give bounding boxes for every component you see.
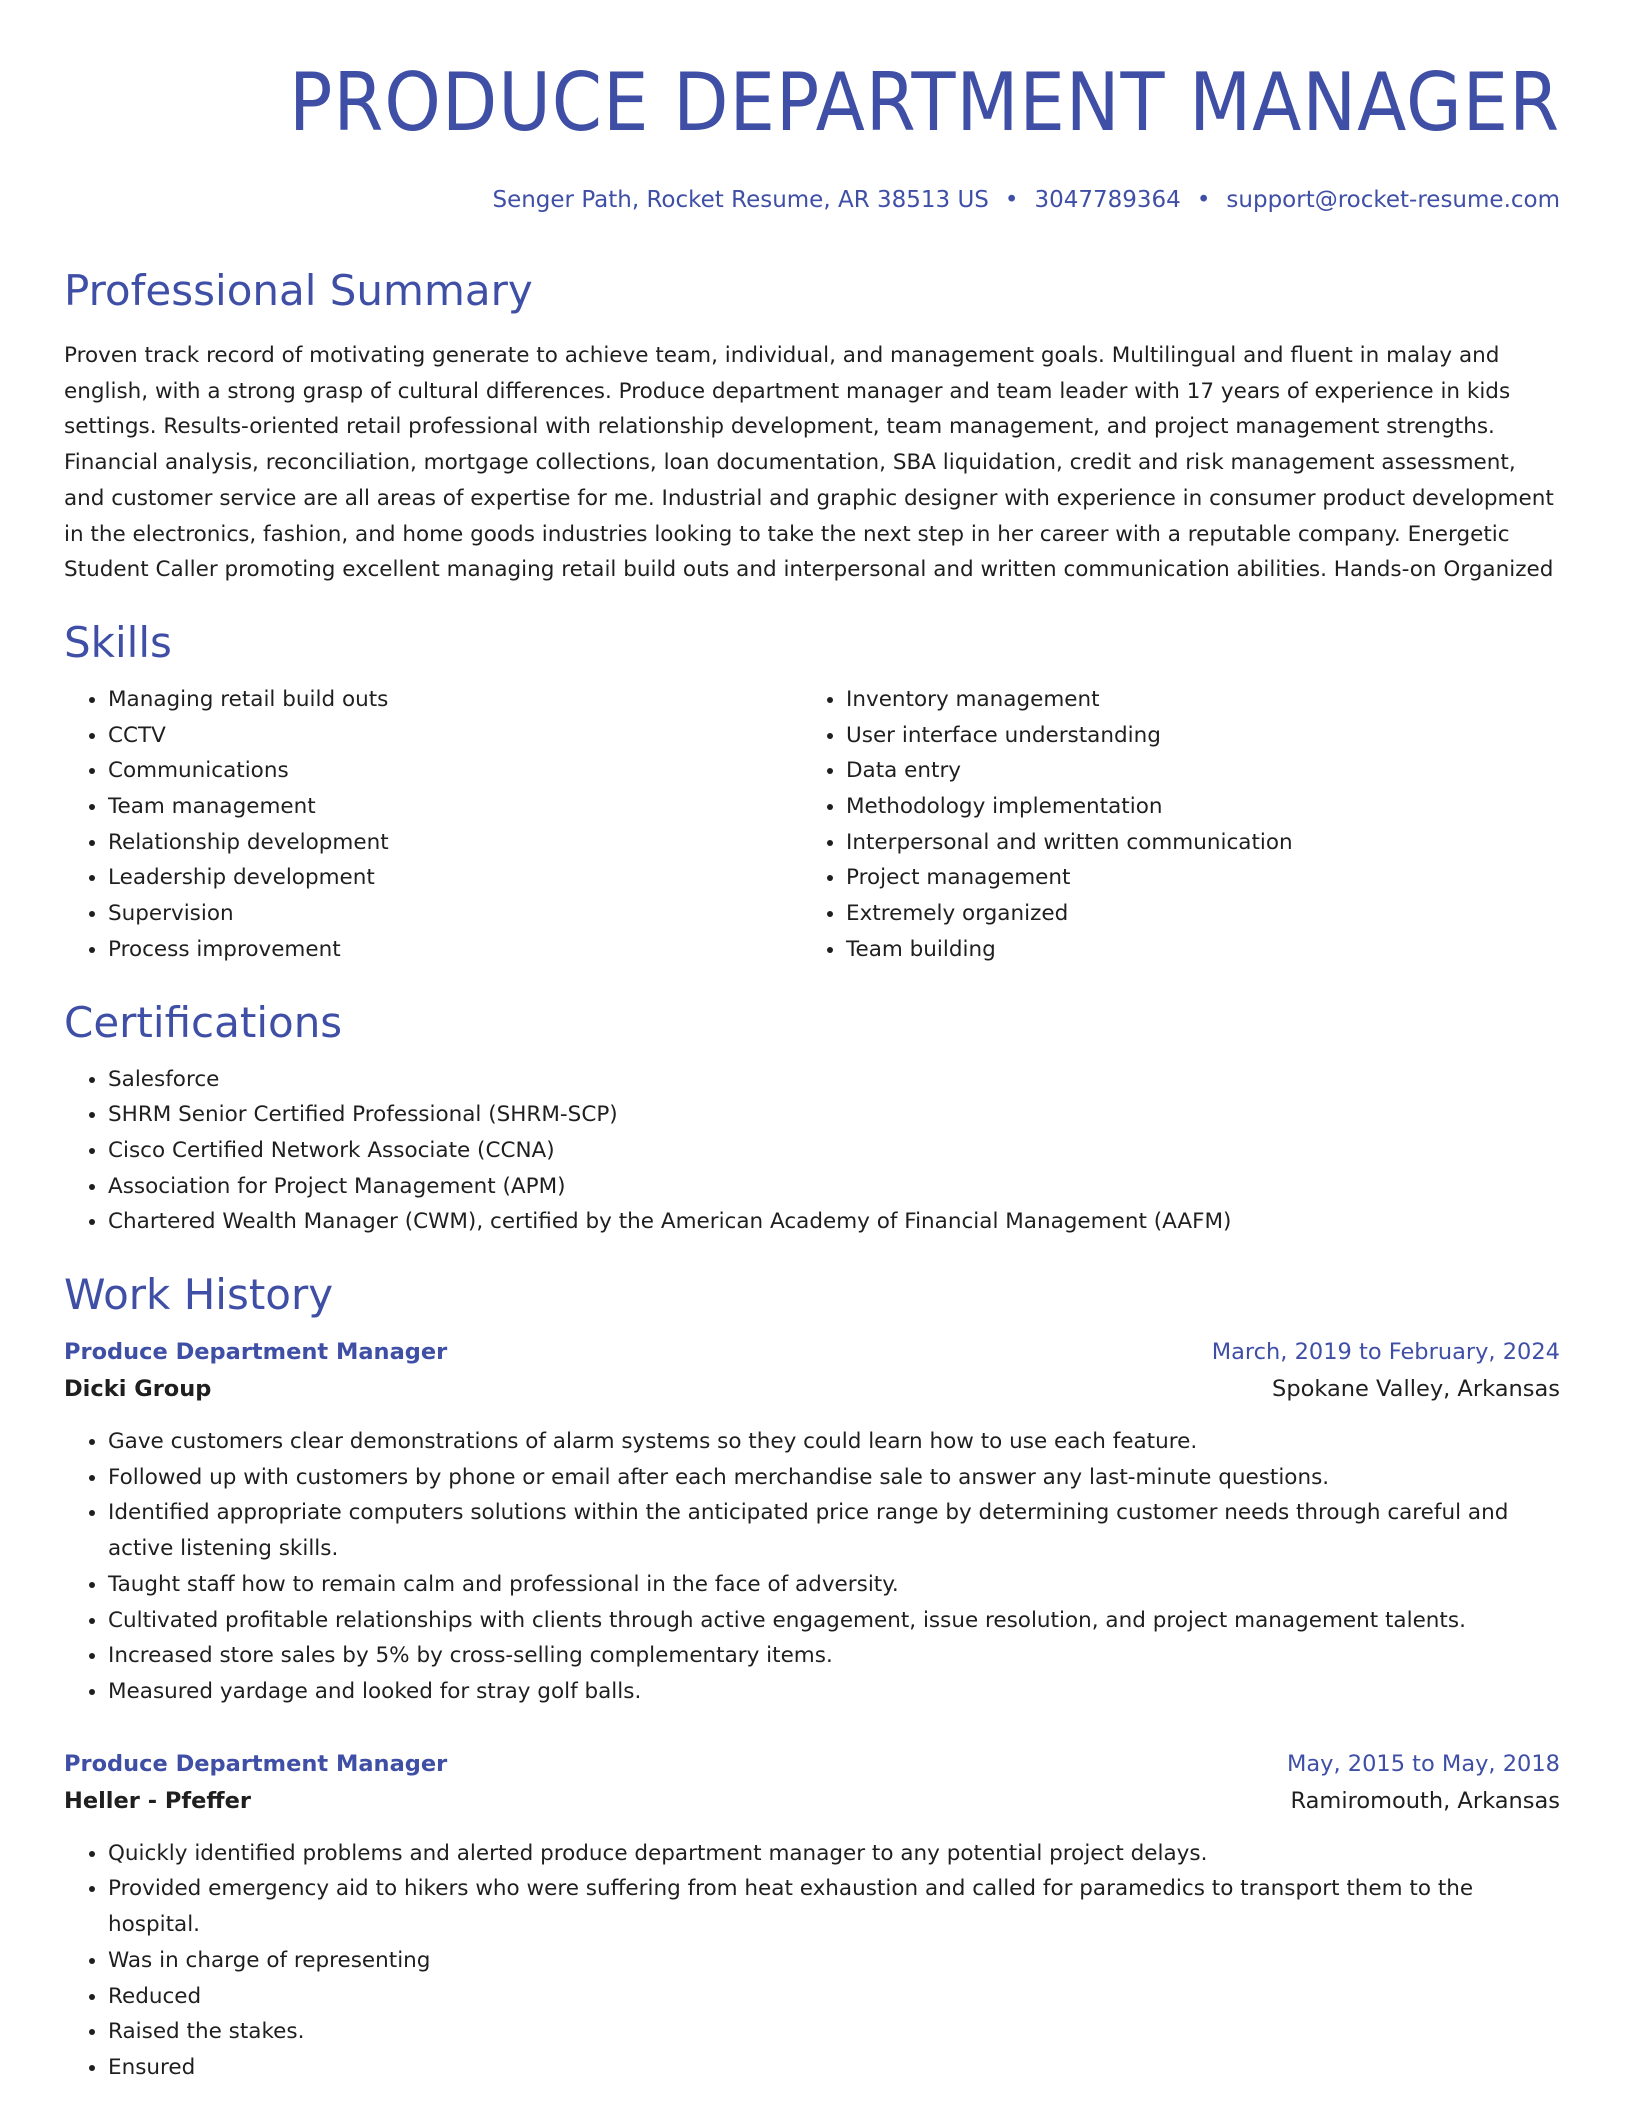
contact-phone: 3047789364 [1034,187,1181,213]
contact-address: Senger Path, Rocket Resume, AR 38513 US [492,187,989,213]
skill-item: • Project management [846,860,1540,896]
contact-email[interactable]: support@rocket-resume.com [1226,187,1560,213]
job-title: Produce Department Manager [64,1339,448,1366]
job-entry [64,1746,1560,2086]
job-title: Produce Department Manager [64,1750,448,1777]
certification-item: • Salesforce [108,1062,1560,1098]
contact-line [64,186,1560,214]
job-bullet: • Quickly identified problems and alerted produce department manager to any potential project delays. [108,1836,1560,1872]
job-bullet: • Ensured [108,2050,1560,2086]
job-bullet: • Taught staff how to remain calm and professional in the face of adversity. [108,1567,1560,1603]
skill-item: • Managing retail build outs [108,682,802,718]
certifications-list [64,1062,1560,1241]
skills-column-left [64,682,802,968]
job-bullet: • Followed up with customers by phone or email after each merchandise sale to answer any last-minute questions. [108,1460,1560,1496]
job-entry [64,1334,1560,1710]
skill-item: • User interface understanding [846,718,1540,754]
skill-item: • Team management [108,789,802,825]
certifications-heading: Certifications [64,997,343,1047]
job-company-row [64,1782,1560,1820]
skill-item: • CCTV [108,718,802,754]
skill-item: • Team building [846,932,1540,968]
job-bullet: • Provided emergency aid to hikers who were suffering from heat exhaustion and called for paramedics to transport them to the hospital. [108,1871,1560,1942]
job-company: Dicki Group [64,1376,212,1403]
skill-item: • Leadership development [108,860,802,896]
job-dates: March, 2019 to February, 2024 [1211,1339,1560,1366]
job-location: Ramiromouth, Arkansas [1290,1787,1560,1814]
job-company-row [64,1370,1560,1408]
job-responsibilities [64,1424,1560,1710]
summary-heading: Professional Summary [64,266,533,315]
certification-item: • SHRM Senior Certified Professional (SHRM-SCP) [108,1097,1560,1133]
job-bullet: • Cultivated profitable relationships with clients through active engagement, issue resolution, and project management talents. [108,1603,1560,1639]
contact-separator: • [1004,187,1019,213]
job-bullet: • Gave customers clear demonstrations of alarm systems so they could learn how to use each feature. [108,1424,1560,1460]
job-dates: May, 2015 to May, 2018 [1286,1750,1560,1777]
resume-content [64,0,1560,2086]
skill-item: • Supervision [108,896,802,932]
certification-item: • Cisco Certified Network Associate (CCNA) [108,1133,1560,1169]
summary-text: Proven track record of motivating generate to achieve team, individual, and management goals. Multilingual and fluent in malay and english, with a strong grasp of cultural differences. Produce department manager and team leader with 17 years of experience in kids settings. Results-oriented retail professional with relationship development, team management, and project management strengths. Financial analysis, reconciliation, mortgage collections, loan documentation, SBA liquidation, credit and risk management assessment, and customer service are all areas of expertise for me. Industrial and graphic designer with experience in consumer product development in the electronics, fashion, and home goods industries looking to take the next step in her career with a reputable company. Energetic Student Caller promoting excellent managing retail build outs and interpersonal and written communication abilities. Hands-on Organized [64,343,1554,583]
skills-list [64,682,1560,968]
job-responsibilities [64,1836,1560,2086]
job-bullet: • Identified appropriate computers solutions within the anticipated price range by determining customer needs through careful and active listening skills. [108,1495,1560,1566]
certification-item: • Chartered Wealth Manager (CWM), certified by the American Academy of Financial Management (AAFM) [108,1204,1560,1240]
job-company: Heller - Pfeffer [64,1787,251,1814]
skills-heading: Skills [64,617,172,667]
skill-item: • Communications [108,753,802,789]
candidate-name: PRODUCE DEPARTMENT MANAGER [289,56,1560,149]
skill-item: • Interpersonal and written communication [846,825,1540,861]
skill-item: • Extremely organized [846,896,1540,932]
job-bullet: • Raised the stakes. [108,2014,1560,2050]
job-bullet: • Increased store sales by 5% by cross-selling complementary items. [108,1638,1560,1674]
skill-item: • Inventory management [846,682,1540,718]
job-bullet: • Was in charge of representing [108,1943,1560,1979]
skill-item: • Methodology implementation [846,789,1540,825]
job-title-row [64,1334,1560,1370]
resume-header [64,58,1560,214]
certification-item: • Association for Project Management (APM) [108,1169,1560,1205]
job-title-row [64,1746,1560,1782]
job-bullet: • Measured yardage and looked for stray golf balls. [108,1674,1560,1710]
work-history-heading: Work History [64,1270,334,1320]
job-bullet: • Reduced [108,1979,1560,2015]
skill-item: • Data entry [846,753,1540,789]
skill-item: • Process improvement [108,932,802,968]
job-location: Spokane Valley, Arkansas [1272,1376,1560,1403]
skills-column-right [802,682,1540,968]
contact-separator: • [1196,187,1211,213]
skill-item: • Relationship development [108,825,802,861]
